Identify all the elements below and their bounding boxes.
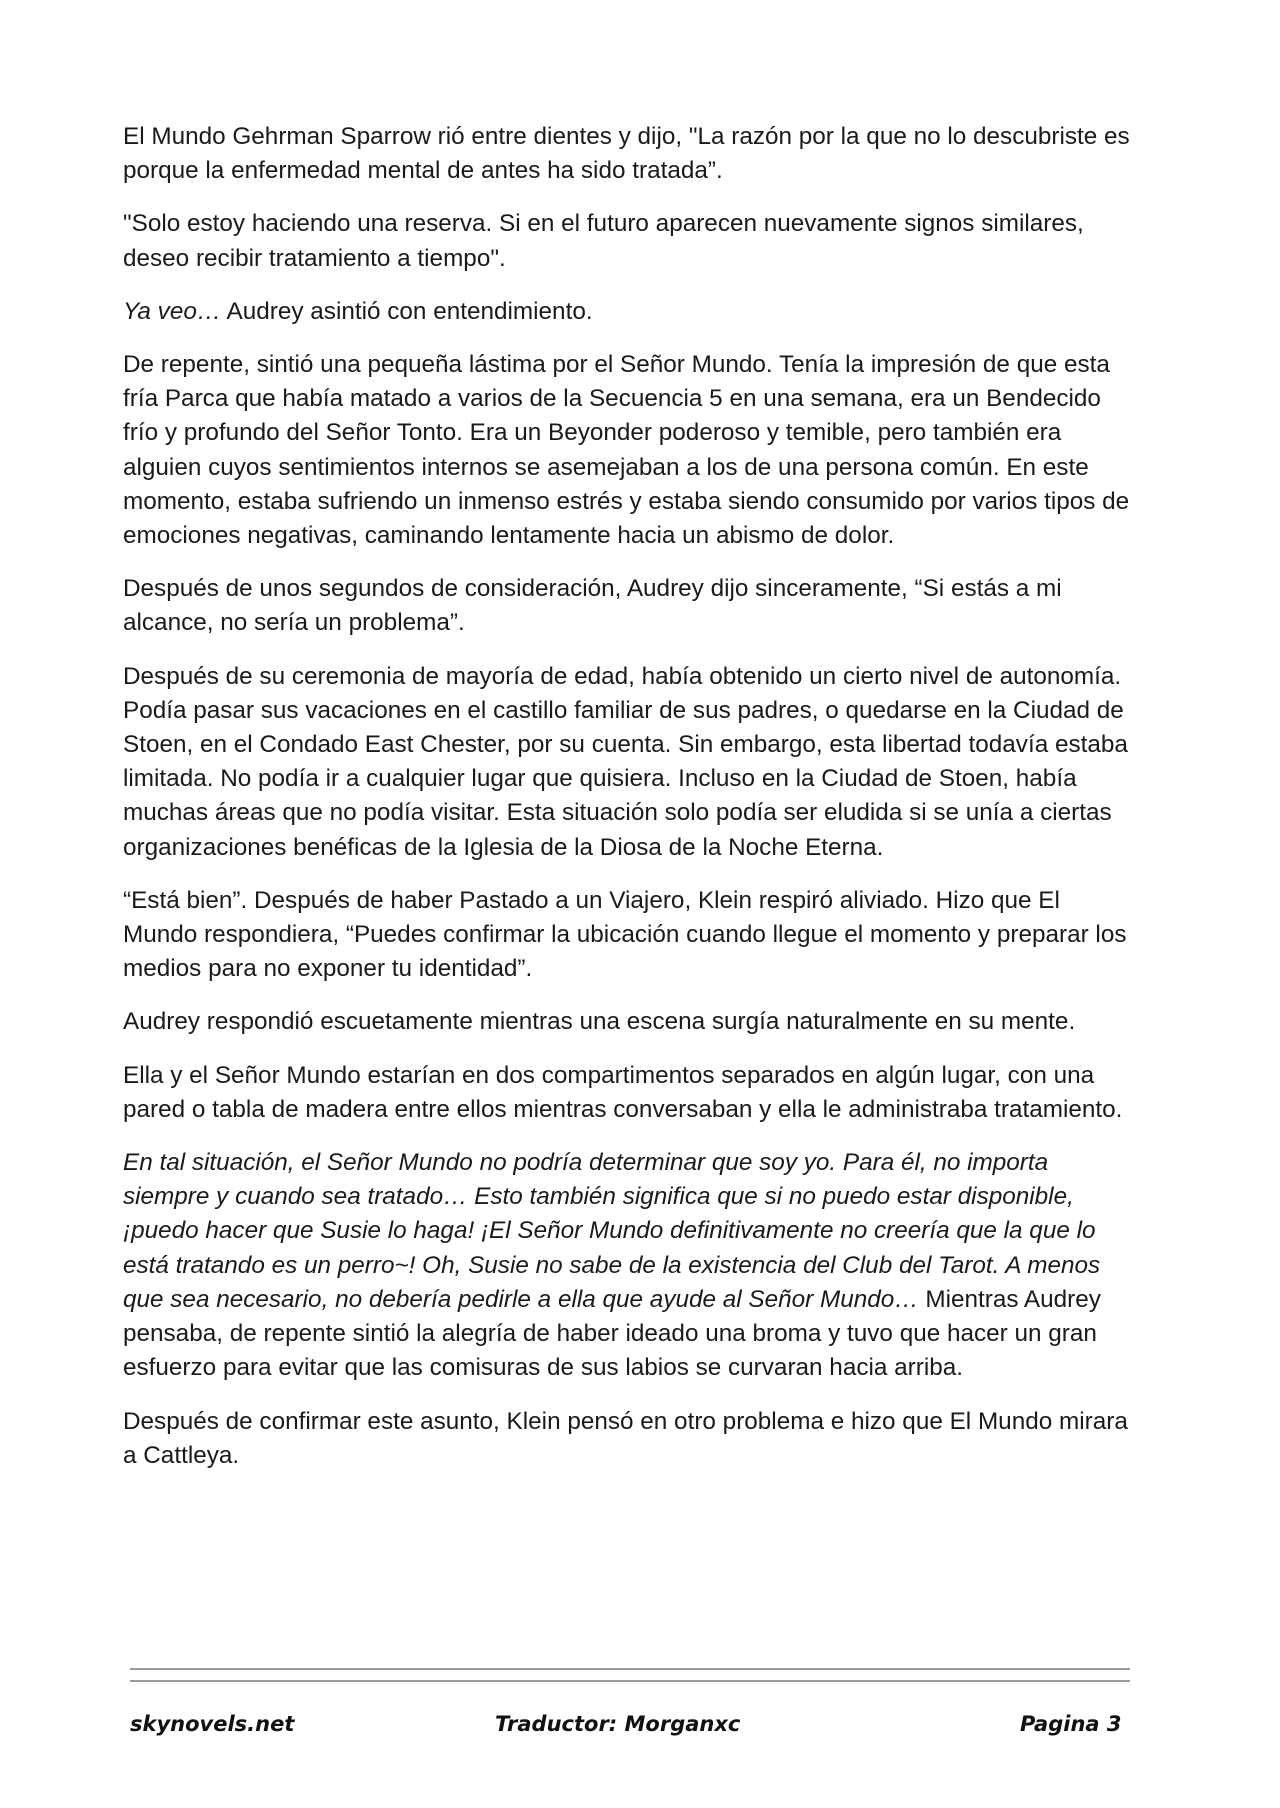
paragraph-11: Después de confirmar este asunto, Klein pensó en otro problema e hizo que El Mundo mirara a Cattleya. [123,1407,1128,1469]
paragraph-1: El Mundo Gehrman Sparrow rió entre dientes y dijo, "La razón por la que no lo descubriste es porque la enfermedad mental de antes ha sido tratada”. [123,123,1130,185]
body-text [123,120,1133,1492]
footer-translator: Traductor: Morganxc [495,1712,741,1736]
paragraph-3: Ya veo… Audrey asintió con entendimiento. [123,297,593,325]
footer-divider-top [130,1668,1130,1670]
paragraph-5: Después de unos segundos de consideración, Audrey dijo sinceramente, “Si estás a mi alcance, no sería un problema”. [123,575,1062,637]
paragraph-4: De repente, sintió una pequeña lástima por el Señor Mundo. Tenía la impresión de que esta fría Parca que había matado a varios de la Secuencia 5 en una semana, era un Bendecido frío y profundo del Señor Tonto. Era un Beyonder poderoso y temible, pero también era alguien cuyos sentimientos internos se asemejaban a los de una persona común. En este momento, estaba sufriendo un inmenso estrés y estaba siendo consumido por varios tipos de emociones negativas, caminando lentamente hacia un abismo de dolor. [123,351,1130,550]
page-footer [0,1712,1280,1752]
italic-thought: Ya veo… [123,297,222,325]
paragraph-8: Audrey respondió escuetamente mientras una escena surgía naturalmente en su mente. [123,1008,1076,1036]
paragraph-7: “Está bien”. Después de haber Pastado a un Viajero, Klein respiró aliviado. Hizo que El Mundo respondiera, “Puedes confirmar la ubicación cuando llegue el momento y preparar los medios para no exponer tu identidad”. [123,886,1127,983]
footer-page-number: Pagina 3 [1020,1712,1122,1736]
paragraph-9: Ella y el Señor Mundo estarían en dos compartimentos separados en algún lugar, con una pared o tabla de madera entre ellos mientras conversaban y ella le administraba tratamiento. [123,1061,1123,1123]
footer-site: skynovels.net [130,1712,295,1736]
paragraph-10: En tal situación, el Señor Mundo no podría determinar que soy yo. Para él, no importa siempre y cuando sea tratado… Esto también significa que si no puedo estar disponible, ¡puedo hacer que Susie lo haga! ¡El Señor Mundo definitivamente no creería que la que lo está tratando es un perro~! Oh, Susie no sabe de la existencia del Club del Tarot. A menos que sea necesario, no debería pedirle a ella que ayude al Señor Mundo… Mientras Audrey pensaba, de repente sintió la alegría de haber ideado una broma y tuvo que hacer un gran esfuerzo para evitar que las comisuras de sus labios se curvaran hacia arriba. [123,1149,1101,1382]
italic-thought: En tal situación, el Señor Mundo no podría determinar que soy yo. Para él, no importa siempre y cuando sea tratado… Esto también significa que si no puedo estar disponible, ¡puedo hacer que Susie lo haga! ¡El Señor Mundo definitivamente no creería que la que lo está tratando es un perro~! Oh, Susie no sabe de la existencia del Club del Tarot. A menos que sea necesario, no debería pedirle a ella que ayude al Señor Mundo… [123,1149,1101,1313]
paragraph-2: "Solo estoy haciendo una reserva. Si en el futuro aparecen nuevamente signos similares, deseo recibir tratamiento a tiempo". [123,210,1084,272]
footer-divider-bottom [130,1680,1130,1682]
paragraph-6: Después de su ceremonia de mayoría de edad, había obtenido un cierto nivel de autonomía. Podía pasar sus vacaciones en el castillo familiar de sus padres, o quedarse en la Ciudad de Stoen, en el Condado East Chester, por su cuenta. Sin embargo, esta libertad todavía estaba limitada. No podía ir a cualquier lugar que quisiera. Incluso en la Ciudad de Stoen, había muchas áreas que no podía visitar. Esta situación solo podía ser eludida si se unía a ciertas organizaciones benéficas de la Iglesia de la Diosa de la Noche Eterna. [123,662,1128,861]
